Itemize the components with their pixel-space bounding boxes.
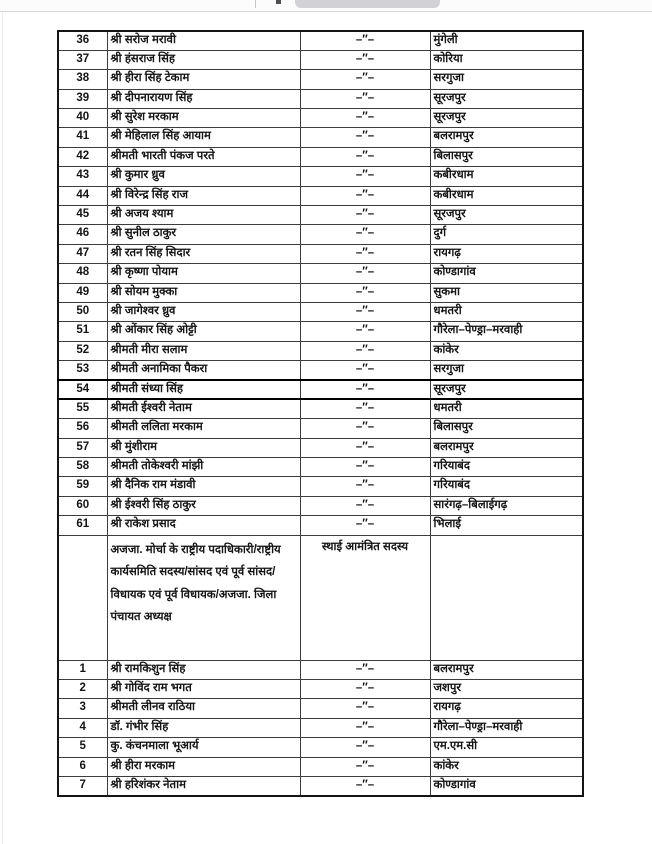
designation-cell: –″–: [300, 680, 430, 699]
member-name-cell: श्री दैनिक राम मंडावी: [107, 477, 300, 496]
district-cell: गरियाबंद: [430, 477, 583, 496]
serial-number-cell: 51: [58, 322, 107, 341]
member-name-cell: श्री ईश्वरी सिंह ठाकुर: [107, 496, 300, 515]
serial-number-cell: 54: [58, 380, 107, 399]
designation-cell: –″–: [300, 283, 430, 302]
table-row: [58, 399, 583, 418]
designation-cell: –″–: [300, 225, 430, 244]
district-cell: बलरामपुर: [430, 660, 583, 679]
member-name-cell: श्री राकेश प्रसाद: [107, 516, 300, 535]
serial-number-cell: 43: [58, 167, 107, 186]
district-cell: सरगुजा: [430, 70, 583, 89]
serial-number-cell: 38: [58, 70, 107, 89]
table-row: [58, 70, 583, 89]
district-cell: बिलासपुर: [430, 147, 583, 166]
member-name-cell: श्रीमती अनामिका पैकरा: [107, 361, 300, 380]
table-row: [58, 283, 583, 302]
district-cell: दुर्ग: [430, 225, 583, 244]
toolbar-divider: [255, 0, 256, 8]
table-row: [58, 31, 583, 50]
table-row: [58, 496, 583, 515]
district-cell: गौरेला–पेण्ड्रा–मरवाही: [430, 718, 583, 737]
serial-number-cell: 40: [58, 109, 107, 128]
table-row: [58, 680, 583, 699]
serial-number-cell: 7: [58, 777, 107, 796]
district-cell: मुंगेली: [430, 31, 583, 50]
serial-number-cell: [58, 535, 107, 660]
member-name-cell: श्री सोयम मुक्का: [107, 283, 300, 302]
district-cell: एम.एम.सी: [430, 738, 583, 757]
member-name-cell: श्री कुमार ध्रुव: [107, 167, 300, 186]
serial-number-cell: 2: [58, 680, 107, 699]
designation-cell: –″–: [300, 777, 430, 796]
member-name-cell: श्री रामकिशुन सिंह: [107, 660, 300, 679]
district-cell: कोण्डागांव: [430, 777, 583, 796]
member-name-cell: डॉ. गंभीर सिंह: [107, 718, 300, 737]
serial-number-cell: 55: [58, 399, 107, 418]
designation-cell: –″–: [300, 660, 430, 679]
member-name-cell: श्री ओंकार सिंह ओट्टी: [107, 322, 300, 341]
designation-cell: –″–: [300, 70, 430, 89]
district-cell: रायगढ़: [430, 244, 583, 263]
district-cell: जशपुर: [430, 680, 583, 699]
serial-number-cell: 45: [58, 206, 107, 225]
district-cell: सुकमा: [430, 283, 583, 302]
member-name-cell: श्री सुरेश मरकाम: [107, 109, 300, 128]
member-name-cell: श्री विरेन्द्र सिंह राज: [107, 186, 300, 205]
district-cell: गौरेला–पेण्ड्रा–मरवाही: [430, 322, 583, 341]
designation-cell: –″–: [300, 31, 430, 50]
member-name-cell: श्री हंसराज सिंह: [107, 50, 300, 69]
table-row: [58, 438, 583, 457]
member-name-cell: कु. कंचनमाला भूआर्य: [107, 738, 300, 757]
table-row: [58, 380, 583, 399]
toolbar-strip: [0, 0, 652, 12]
district-cell: सूरजपुर: [430, 89, 583, 108]
member-name-cell: श्रीमती तोकेश्वरी मांझी: [107, 458, 300, 477]
district-cell: [430, 535, 583, 660]
district-cell: सूरजपुर: [430, 206, 583, 225]
member-name-cell: श्री हरिशंकर नेताम: [107, 777, 300, 796]
serial-number-cell: 53: [58, 361, 107, 380]
table-row: [58, 302, 583, 321]
designation-cell: –″–: [300, 738, 430, 757]
table-row: [58, 147, 583, 166]
member-name-cell: श्रीमती भारती पंकज परते: [107, 147, 300, 166]
member-name-cell: श्री मेहिलाल सिंह आयाम: [107, 128, 300, 147]
table-row: [58, 341, 583, 360]
table-row: [58, 206, 583, 225]
district-cell: बलरामपुर: [430, 128, 583, 147]
designation-cell: –″–: [300, 186, 430, 205]
member-name-cell: श्री अजय श्याम: [107, 206, 300, 225]
table-row: [58, 244, 583, 263]
designation-cell: –″–: [300, 399, 430, 418]
serial-number-cell: 46: [58, 225, 107, 244]
table-row: [58, 109, 583, 128]
table-row: [58, 50, 583, 69]
member-name-cell: श्री कृष्णा पोयाम: [107, 264, 300, 283]
designation-cell: –″–: [300, 89, 430, 108]
member-name-cell: श्री सरोज मरावी: [107, 31, 300, 50]
table-row: [58, 322, 583, 341]
designation-cell: –″–: [300, 244, 430, 263]
table-row: [58, 361, 583, 380]
serial-number-cell: 6: [58, 757, 107, 776]
serial-number-cell: 57: [58, 438, 107, 457]
serial-number-cell: 5: [58, 738, 107, 757]
designation-cell: –″–: [300, 147, 430, 166]
serial-number-cell: 48: [58, 264, 107, 283]
serial-number-cell: 59: [58, 477, 107, 496]
district-cell: सूरजपुर: [430, 380, 583, 399]
serial-number-cell: 41: [58, 128, 107, 147]
table-row: [58, 186, 583, 205]
district-cell: धमतरी: [430, 302, 583, 321]
designation-cell: –″–: [300, 699, 430, 718]
designation-cell: स्थाई आमंत्रित सदस्य: [300, 535, 430, 660]
designation-cell: –″–: [300, 380, 430, 399]
member-name-cell: श्री रतन सिंह सिदार: [107, 244, 300, 263]
district-cell: सरगुजा: [430, 361, 583, 380]
table-row: [58, 757, 583, 776]
table-row: [58, 477, 583, 496]
district-cell: बिलासपुर: [430, 419, 583, 438]
toolbar-icon-fragment: [276, 0, 281, 4]
designation-cell: –″–: [300, 322, 430, 341]
member-name-cell: श्री मुंशीराम: [107, 438, 300, 457]
scrollbar-thumb[interactable]: [295, 0, 440, 8]
member-name-cell: श्रीमती संध्या सिंह: [107, 380, 300, 399]
designation-cell: –″–: [300, 516, 430, 535]
serial-number-cell: 52: [58, 341, 107, 360]
designation-cell: –″–: [300, 496, 430, 515]
designation-cell: –″–: [300, 341, 430, 360]
district-cell: कांकेर: [430, 341, 583, 360]
designation-cell: –″–: [300, 477, 430, 496]
member-name-cell: श्री हीरा मरकाम: [107, 757, 300, 776]
designation-cell: –″–: [300, 264, 430, 283]
serial-number-cell: 50: [58, 302, 107, 321]
district-cell: कोरिया: [430, 50, 583, 69]
designation-cell: –″–: [300, 206, 430, 225]
table-row: [58, 699, 583, 718]
designation-cell: –″–: [300, 167, 430, 186]
member-name-cell: श्री दीपनारायण सिंह: [107, 89, 300, 108]
district-cell: कबीरधाम: [430, 186, 583, 205]
serial-number-cell: 61: [58, 516, 107, 535]
district-cell: बलरामपुर: [430, 438, 583, 457]
district-cell: कोण्डागांव: [430, 264, 583, 283]
member-name-cell: श्री गोविंद राम भगत: [107, 680, 300, 699]
serial-number-cell: 49: [58, 283, 107, 302]
member-name-cell: अजजा. मोर्चा के राष्ट्रीय पदाधिकारी/राष्ट्रीय कार्यसमिति सदस्य/सांसद एवं पूर्व सांसद/विधायक एवं पूर्व विधायक/अजजा. जिला पंचायत अध्यक्ष: [107, 535, 300, 660]
district-cell: सूरजपुर: [430, 109, 583, 128]
table-row: [58, 738, 583, 757]
members-table-body: [58, 31, 583, 796]
serial-number-cell: 58: [58, 458, 107, 477]
designation-cell: –″–: [300, 438, 430, 457]
district-cell: कांकेर: [430, 757, 583, 776]
district-cell: गरियाबंद: [430, 458, 583, 477]
serial-number-cell: 56: [58, 419, 107, 438]
table-row: [58, 89, 583, 108]
designation-cell: –″–: [300, 458, 430, 477]
designation-cell: –″–: [300, 757, 430, 776]
designation-cell: –″–: [300, 718, 430, 737]
serial-number-cell: 60: [58, 496, 107, 515]
district-cell: रायगढ़: [430, 699, 583, 718]
serial-number-cell: 42: [58, 147, 107, 166]
table-row: [58, 516, 583, 535]
designation-cell: –″–: [300, 419, 430, 438]
table-row: [58, 535, 583, 660]
district-cell: सारंगढ़–बिलाईगढ़: [430, 496, 583, 515]
district-cell: कबीरधाम: [430, 167, 583, 186]
table-row: [58, 167, 583, 186]
designation-cell: –″–: [300, 128, 430, 147]
member-name-cell: श्री हीरा सिंह टेकाम: [107, 70, 300, 89]
member-name-cell: श्रीमती ईश्वरी नेताम: [107, 399, 300, 418]
table-row: [58, 225, 583, 244]
page-edge-line: [2, 12, 3, 844]
designation-cell: –″–: [300, 361, 430, 380]
table-row: [58, 458, 583, 477]
district-cell: धमतरी: [430, 399, 583, 418]
serial-number-cell: 1: [58, 660, 107, 679]
serial-number-cell: 44: [58, 186, 107, 205]
table-row: [58, 718, 583, 737]
serial-number-cell: 36: [58, 31, 107, 50]
designation-cell: –″–: [300, 109, 430, 128]
serial-number-cell: 4: [58, 718, 107, 737]
member-name-cell: श्रीमती मीरा सलाम: [107, 341, 300, 360]
member-name-cell: श्रीमती लीनव राठिया: [107, 699, 300, 718]
table-row: [58, 660, 583, 679]
serial-number-cell: 39: [58, 89, 107, 108]
member-name-cell: श्री सुनील ठाकुर: [107, 225, 300, 244]
table-row: [58, 264, 583, 283]
member-name-cell: श्रीमती ललिता मरकाम: [107, 419, 300, 438]
serial-number-cell: 37: [58, 50, 107, 69]
district-cell: भिलाई: [430, 516, 583, 535]
designation-cell: –″–: [300, 302, 430, 321]
table-row: [58, 128, 583, 147]
table-row: [58, 777, 583, 796]
designation-cell: –″–: [300, 50, 430, 69]
members-table: [57, 30, 584, 797]
member-name-cell: श्री जागेश्वर ध्रुव: [107, 302, 300, 321]
serial-number-cell: 3: [58, 699, 107, 718]
serial-number-cell: 47: [58, 244, 107, 263]
table-row: [58, 419, 583, 438]
